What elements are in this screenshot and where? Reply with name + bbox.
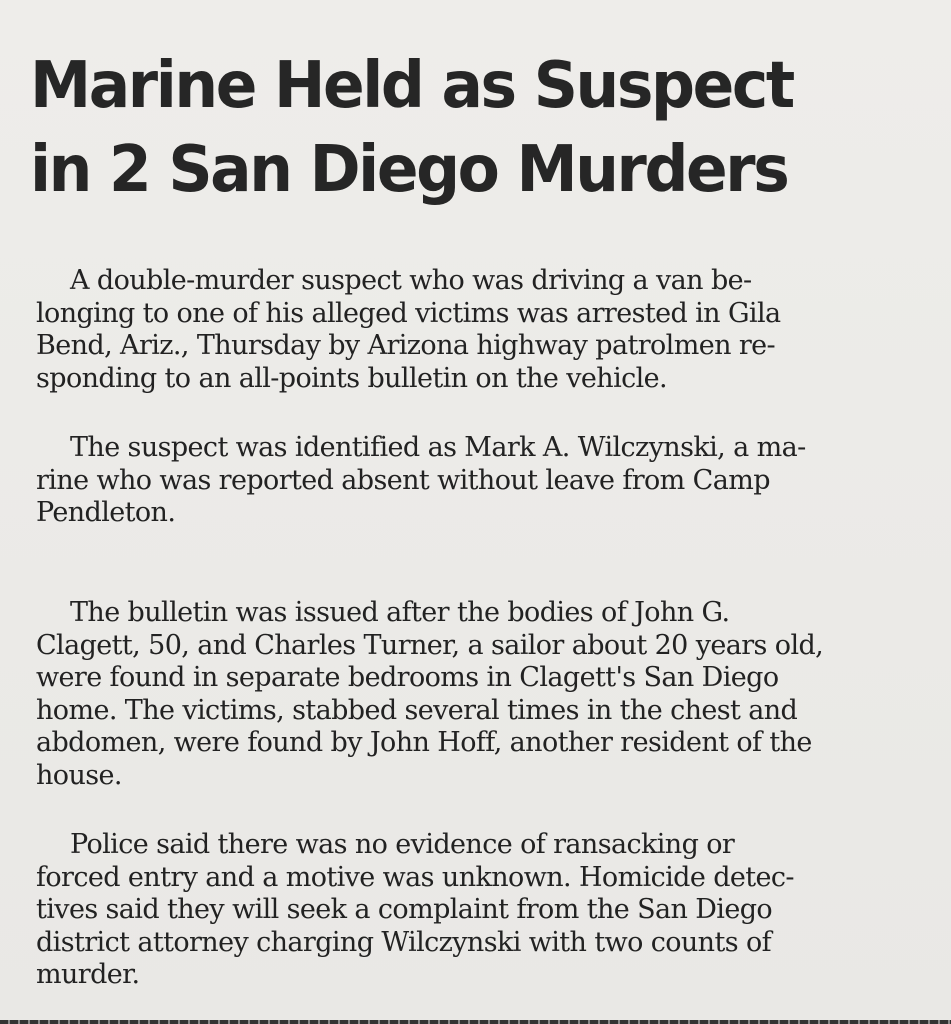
paragraph-line: Bend, Ariz., Thursday by Arizona highway patrolmen re- xyxy=(36,330,776,361)
paragraph-line: longing to one of his alleged victims was arrested in Gila xyxy=(36,297,781,329)
paragraph-line: forced entry and a motive was unknown. Homicide detec- xyxy=(36,861,794,893)
paragraph-line: house. xyxy=(36,759,122,791)
paragraph-line: were found in separate bedrooms in Clagett's San Diego xyxy=(36,662,779,693)
paragraph-line: A double-murder suspect who was driving a van be- xyxy=(70,265,752,296)
paragraph-line: sponding to an all-points bulletin on the vehicle. xyxy=(36,362,668,394)
paragraph-line: Clagett, 50, and Charles Turner, a sailor about 20 years old, xyxy=(36,629,824,661)
paragraph-line: district attorney charging Wilczynski with two counts of xyxy=(36,926,772,958)
headline-line: Marine Held as Suspect xyxy=(30,49,793,123)
paragraph-line: The suspect was identified as Mark A. Wilczynski, a ma- xyxy=(70,432,806,463)
headline-line: in 2 San Diego Murders xyxy=(30,133,788,207)
paragraph-3 xyxy=(36,597,906,792)
paragraph-line: Police said there was no evidence of ransacking or xyxy=(70,829,735,860)
headline xyxy=(30,44,894,212)
paragraph-line: Pendleton. xyxy=(36,497,176,528)
paragraph-line: abdomen, were found by John Hoff, another resident of the xyxy=(36,727,812,758)
paragraph-line: The bulletin was issued after the bodies of John G. xyxy=(70,597,730,628)
bottom-rule xyxy=(0,1020,951,1024)
paragraph-line: rine who was reported absent without leave from Camp xyxy=(36,464,770,496)
paragraph-line: murder. xyxy=(36,959,140,990)
paragraph-line: home. The victims, stabbed several times in the chest and xyxy=(36,694,798,726)
paragraph-line: tives said they will seek a complaint from the San Diego xyxy=(36,894,773,925)
paragraph-2 xyxy=(36,432,906,530)
paragraph-4 xyxy=(36,829,906,992)
paragraph-1 xyxy=(36,265,906,395)
